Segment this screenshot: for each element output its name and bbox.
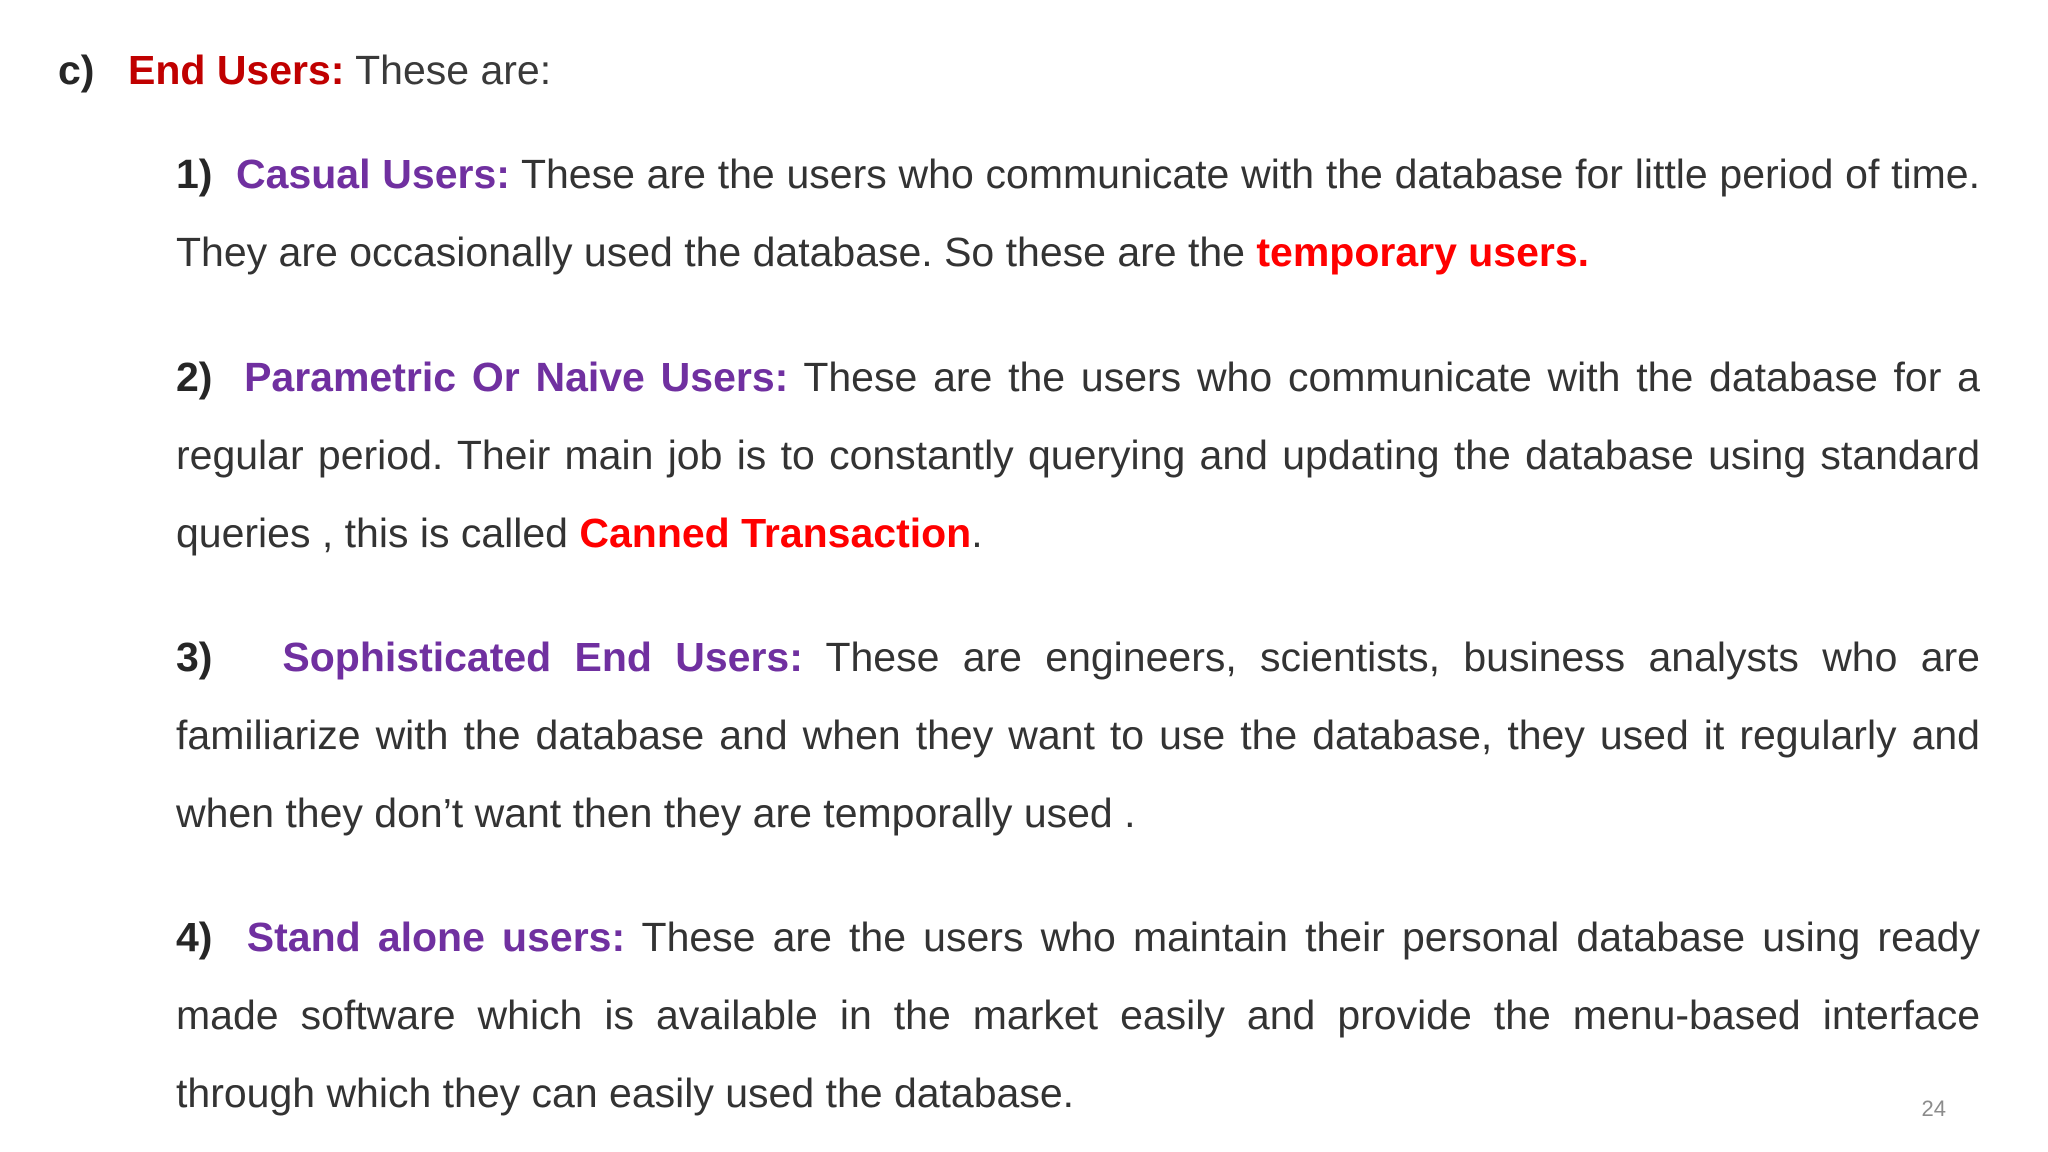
item-term: Parametric Or Naive Users:	[244, 354, 789, 400]
item-emphasis: Canned Transaction	[579, 510, 972, 556]
item-description: These are the users who communicate with the database for little period of time. They are occasionally used the database. So these are the	[176, 151, 1980, 275]
item-description: These are engineers, scientists, business analysts who are familiarize with the database and when they want to use the database, they used it regularly and when they don’t want then they are temporally used .	[176, 634, 1980, 836]
item-description: These are the users who maintain their personal database using ready made software which is available in the market easily and provide the menu-based interface through which they can easily used the database.	[176, 914, 1980, 1116]
list-item-sophisticated-users	[176, 618, 1980, 852]
section-title: End Users:	[128, 47, 345, 93]
page-number: 24	[1921, 1096, 1946, 1121]
item-term: Casual Users:	[236, 151, 510, 197]
item-number: 3)	[176, 634, 213, 680]
item-emphasis: temporary users.	[1256, 229, 1590, 275]
item-number: 2)	[176, 354, 213, 400]
item-number: 4)	[176, 914, 213, 960]
item-trailing: .	[971, 510, 983, 556]
section-marker: c)	[58, 47, 95, 93]
list-item-parametric-users	[176, 338, 1980, 572]
item-term: Sophisticated End Users:	[282, 634, 803, 680]
item-number: 1)	[176, 151, 213, 197]
item-description: These are the users who communicate with the database for a regular period. Their main job is to constantly querying and updating the database using standard queries , this is called	[176, 354, 1980, 556]
list-item-standalone-users	[176, 898, 1980, 1132]
section-intro: These are:	[344, 47, 552, 93]
item-term: Stand alone users:	[246, 914, 626, 960]
section-heading	[58, 44, 551, 96]
list-item-casual-users	[176, 135, 1980, 291]
